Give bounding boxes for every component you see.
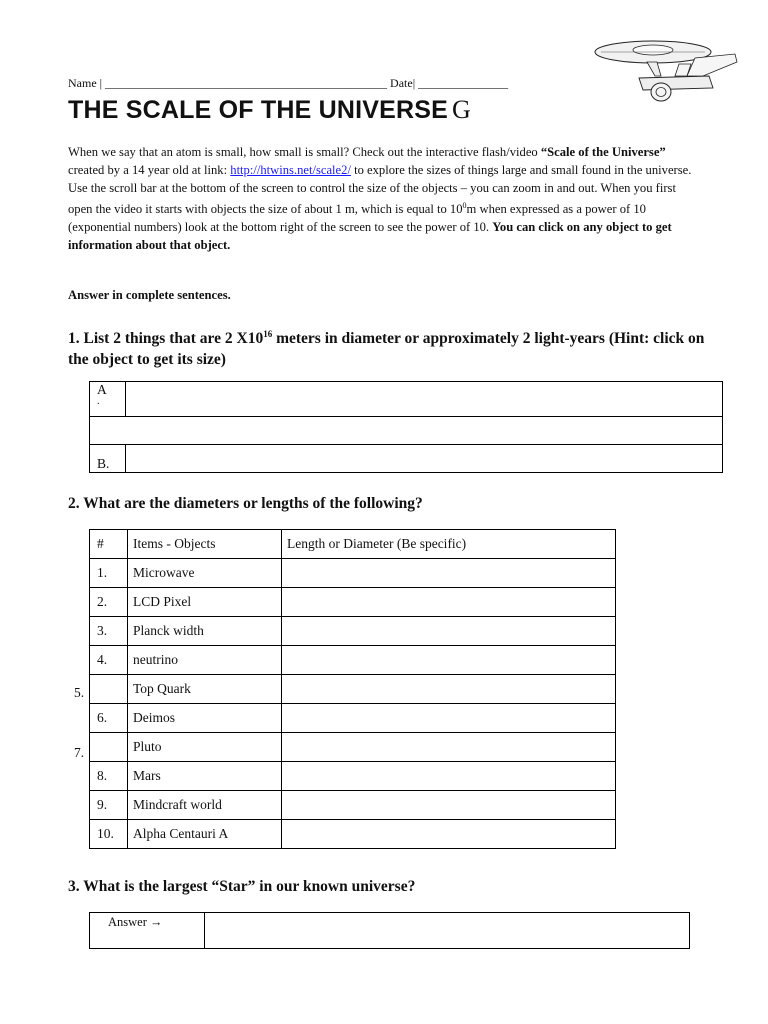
answer-row-b xyxy=(90,445,723,473)
row-number: 2. xyxy=(90,588,128,617)
length-field[interactable] xyxy=(282,733,616,762)
intro-text-2: created by a 14 year old at link: xyxy=(68,163,231,177)
length-field[interactable] xyxy=(282,704,616,733)
instruction-text: Answer in complete sentences. xyxy=(68,288,231,302)
intro-video-title: “Scale of the Universe” xyxy=(540,145,666,159)
table-row xyxy=(90,559,616,588)
row-number: 9. xyxy=(90,791,128,820)
intro-paragraph xyxy=(68,143,698,254)
length-field[interactable] xyxy=(282,820,616,849)
q1-text-pre: 1. List xyxy=(68,330,114,348)
row-item: LCD Pixel xyxy=(128,588,282,617)
intro-text-4: m when expressed as a power of 10 (exponential numbers) look at the bottom right of the screen to see the power of 10. xyxy=(68,202,646,235)
row-number-empty xyxy=(90,733,128,762)
q1-exponent: 16 xyxy=(263,329,273,339)
row-item: Microwave xyxy=(128,559,282,588)
table-row xyxy=(90,588,616,617)
objects-table xyxy=(89,529,616,849)
table-row xyxy=(90,762,616,791)
answer-label-a xyxy=(90,382,126,417)
name-date-line: Name | _______________________________________________ Date| _______________ xyxy=(68,76,509,90)
page-title xyxy=(68,95,471,125)
length-field[interactable] xyxy=(282,646,616,675)
question-2: 2. What are the diameters or lengths of the following? xyxy=(68,495,423,512)
length-field[interactable] xyxy=(282,791,616,820)
answer-row-a xyxy=(90,382,723,417)
row-number-outside: 5. xyxy=(74,685,85,700)
answer-row xyxy=(90,913,690,949)
row-item: Mars xyxy=(128,762,282,791)
answer-row-spacer xyxy=(90,417,723,445)
table-row xyxy=(90,617,616,646)
table-header-row xyxy=(90,530,616,559)
question-1 xyxy=(68,324,718,370)
table-row xyxy=(90,704,616,733)
q1-count: 2 xyxy=(113,330,121,348)
intro-bold-note: You can click on any object to get information about that object. xyxy=(68,220,672,253)
table-row xyxy=(90,820,616,849)
row-number: 10. xyxy=(90,820,128,849)
table-row xyxy=(90,791,616,820)
header-length: Length or Diameter (Be specific) xyxy=(282,530,616,559)
title-text: THE SCALE OF THE UNIVERSE xyxy=(68,96,449,124)
table-row xyxy=(90,733,616,762)
row-a-dot: . xyxy=(97,396,100,407)
header-number: # xyxy=(90,530,128,559)
starship-illustration xyxy=(587,36,747,106)
intro-text-3: to explore the sizes of things large and small found in the universe. Use the scroll bar at the bottom of the screen to control the size of the objects – you can zoom in and out. When you first open the video it starts with objects the size of about 1 m, which is equal to 10 xyxy=(68,163,692,217)
q3-answer-table xyxy=(89,912,690,949)
length-field[interactable] xyxy=(282,675,616,704)
row-item: Deimos xyxy=(128,704,282,733)
scale-link[interactable]: http://htwins.net/scale2/ xyxy=(230,163,351,177)
answer-label-b: B. xyxy=(90,445,126,473)
length-field[interactable] xyxy=(282,617,616,646)
row-item: Alpha Centauri A xyxy=(128,820,282,849)
header-items: Items - Objects xyxy=(128,530,282,559)
q1-text-mid: things that are 2 X10 xyxy=(120,330,264,348)
q1-text-post: meters in diameter or approximately 2 light-years (Hint: click on the object to get its size) xyxy=(68,330,705,369)
row-item: Pluto xyxy=(128,733,282,762)
length-field[interactable] xyxy=(282,762,616,791)
answer-field-extra[interactable] xyxy=(90,417,723,445)
row-number-empty xyxy=(90,675,128,704)
answer-field-b[interactable] xyxy=(126,445,723,473)
row-number: 6. xyxy=(90,704,128,733)
table-row xyxy=(90,646,616,675)
length-field[interactable] xyxy=(282,559,616,588)
title-suffix: G xyxy=(452,95,472,124)
answer-field[interactable] xyxy=(205,913,690,949)
answer-label: Answer → xyxy=(90,913,205,949)
row-item: Planck width xyxy=(128,617,282,646)
row-item: Top Quark xyxy=(128,675,282,704)
table-row xyxy=(90,675,616,704)
q1-answer-table xyxy=(89,381,723,473)
row-number-outside: 7. xyxy=(74,745,85,760)
row-number: 3. xyxy=(90,617,128,646)
answer-field-a[interactable] xyxy=(126,382,723,417)
intro-text-1: When we say that an atom is small, how small is small? Check out the interactive flash/video xyxy=(68,145,541,159)
row-number: 8. xyxy=(90,762,128,791)
row-item: neutrino xyxy=(128,646,282,675)
row-number: 4. xyxy=(90,646,128,675)
length-field[interactable] xyxy=(282,588,616,617)
question-3: 3. What is the largest “Star” in our known universe? xyxy=(68,878,416,895)
row-a-letter: A xyxy=(97,382,107,397)
row-item: Mindcraft world xyxy=(128,791,282,820)
intro-exponent: 0 xyxy=(462,201,467,210)
row-number: 1. xyxy=(90,559,128,588)
